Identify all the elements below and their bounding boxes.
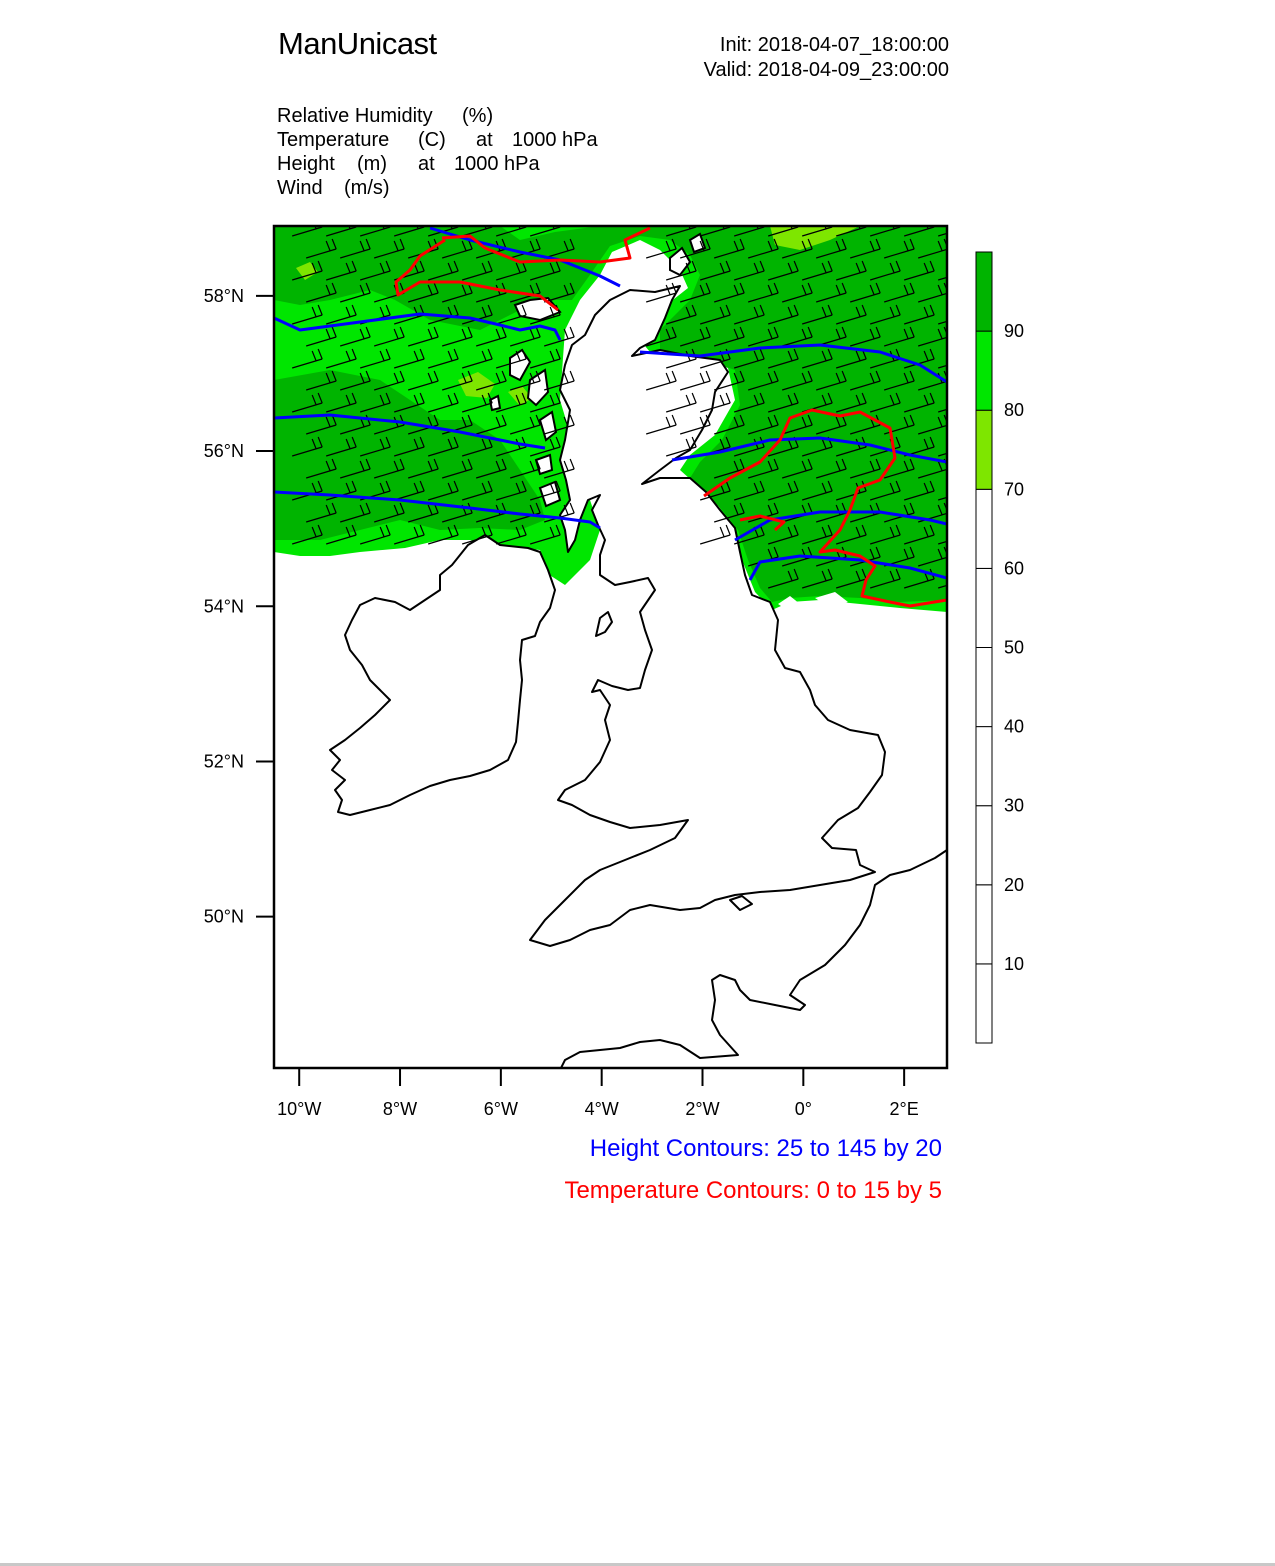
colorbar-box bbox=[976, 410, 992, 489]
lon-tick-label: 2°E bbox=[889, 1099, 919, 1119]
field-level: 1000 hPa bbox=[454, 153, 540, 175]
colorbar-box bbox=[976, 806, 992, 885]
field-name: Relative Humidity bbox=[277, 105, 433, 127]
map-title: ManUnicast bbox=[278, 26, 437, 61]
lat-tick-label: 54°N bbox=[203, 596, 244, 617]
colorbar-box bbox=[976, 727, 992, 806]
colorbar-box bbox=[976, 568, 992, 647]
colorbar-label: 30 bbox=[1004, 795, 1025, 816]
colorbar-box bbox=[976, 964, 992, 1043]
wind-barb-feather bbox=[964, 217, 968, 227]
colorbar-box bbox=[976, 648, 992, 727]
wind-barb-feather bbox=[958, 483, 962, 493]
height-contours-note: Height Contours: 25 to 145 by 20 bbox=[589, 1135, 942, 1162]
wind-barb-feather bbox=[964, 305, 968, 315]
wind-barb-feather bbox=[964, 525, 968, 535]
lon-tick-label: 0° bbox=[794, 1099, 812, 1119]
colorbar-label: 80 bbox=[1004, 400, 1025, 421]
temperature-contours-note: Temperature Contours: 0 to 15 by 5 bbox=[564, 1177, 942, 1204]
lon-tick-label: 10°W bbox=[277, 1099, 322, 1119]
lon-tick-label: 4°W bbox=[584, 1099, 619, 1119]
lon-tick-label: 8°W bbox=[382, 1099, 418, 1119]
field-at: at bbox=[476, 129, 493, 151]
wind-barb-feather bbox=[964, 349, 968, 359]
longitude-axis bbox=[277, 1068, 919, 1119]
colorbar-label: 20 bbox=[1004, 874, 1025, 895]
field-unit: (m) bbox=[357, 153, 387, 175]
lat-tick-label: 52°N bbox=[203, 751, 244, 772]
field-name: Temperature bbox=[277, 129, 390, 151]
wind-barb-feather bbox=[964, 437, 968, 447]
wind-barb-feather bbox=[958, 571, 962, 581]
valid-time: Valid: 2018-04-09_23:00:00 bbox=[703, 59, 949, 81]
wind-barb-feather bbox=[958, 219, 962, 229]
wind-barb-feather bbox=[964, 261, 968, 271]
wind-barb-feather bbox=[570, 327, 574, 337]
field-unit: (m/s) bbox=[344, 177, 390, 199]
colorbar-box bbox=[976, 489, 992, 568]
colorbar-label: 40 bbox=[1004, 716, 1025, 737]
wind-barb-feather bbox=[726, 393, 730, 403]
lon-tick-label: 6°W bbox=[483, 1099, 518, 1119]
lon-tick-label: 2°W bbox=[685, 1099, 720, 1119]
isle-of-man-outline bbox=[596, 612, 612, 636]
wind-barb-feather bbox=[964, 481, 968, 491]
colorbar-label: 10 bbox=[1004, 953, 1025, 974]
wind-barb-feather bbox=[964, 393, 968, 403]
init-time: Init: 2018-04-07_18:00:00 bbox=[719, 34, 949, 56]
field-at: at bbox=[418, 153, 435, 175]
wind-barb-feather bbox=[964, 569, 968, 579]
colorbar-label: 90 bbox=[1004, 321, 1025, 342]
humidity-colorbar bbox=[976, 252, 1024, 1043]
ireland-outline bbox=[330, 535, 555, 815]
wind-barb-feather bbox=[958, 307, 962, 317]
wind-barb-feather bbox=[564, 329, 568, 339]
field-level: 1000 hPa bbox=[512, 129, 598, 151]
field-name: Wind bbox=[277, 177, 323, 199]
colorbar-box bbox=[976, 885, 992, 964]
colorbar-label: 50 bbox=[1004, 637, 1025, 658]
wind-barb-feather bbox=[958, 395, 962, 405]
colorbar-box bbox=[976, 331, 992, 410]
wind-barb-feather bbox=[958, 263, 962, 273]
colorbar-label: 70 bbox=[1004, 479, 1025, 500]
lat-tick-label: 58°N bbox=[203, 285, 244, 306]
isle-of-wight-outline bbox=[730, 896, 752, 910]
lat-tick-label: 56°N bbox=[203, 441, 244, 462]
wind-barb-feather bbox=[958, 351, 962, 361]
field-unit: (C) bbox=[418, 129, 446, 151]
colorbar-label: 60 bbox=[1004, 558, 1025, 579]
wind-barb-feather bbox=[720, 395, 724, 405]
field-name: Height bbox=[277, 153, 335, 175]
wind-barb-feather bbox=[958, 439, 962, 449]
field-unit: (%) bbox=[462, 105, 494, 127]
latitude-axis bbox=[204, 286, 274, 927]
wind-barb-feather bbox=[958, 527, 962, 537]
lat-tick-label: 50°N bbox=[203, 906, 244, 927]
colorbar-box bbox=[976, 252, 992, 331]
map-plot-area bbox=[274, 217, 968, 1070]
